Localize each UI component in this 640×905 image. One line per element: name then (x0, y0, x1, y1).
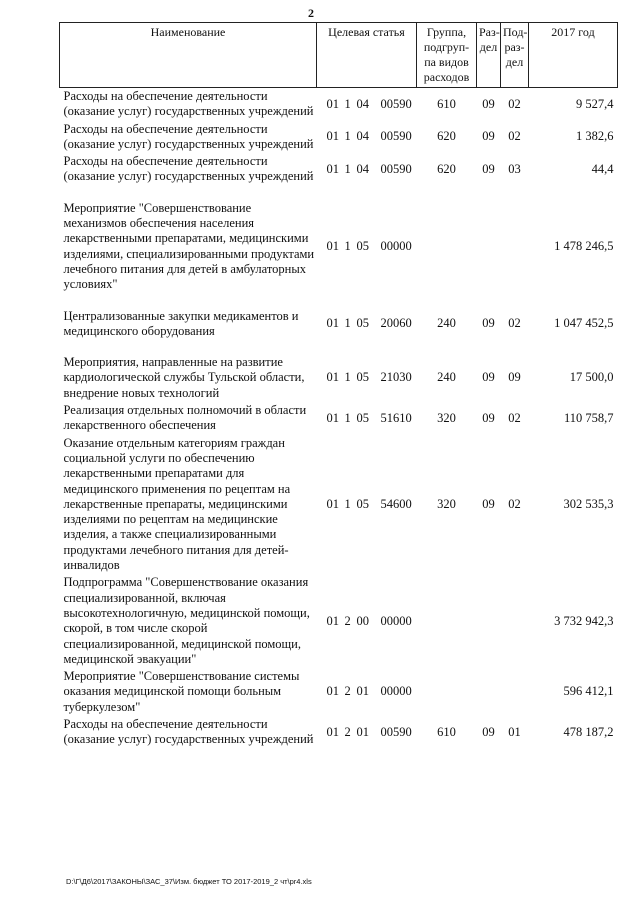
budget-table (59, 22, 618, 749)
ts-subprogram: 1 (344, 410, 351, 425)
row-subsection: 02 (508, 496, 521, 511)
row-target-article (317, 716, 417, 749)
row-target-article (317, 435, 417, 575)
ts-program: 01 (326, 239, 339, 254)
row-subsection: 02 (508, 96, 521, 111)
table-row (60, 354, 618, 402)
row-name: Расходы на обеспечение деятельности (оказание услуг) государственных учреждений (63, 121, 314, 151)
ts-subprogram: 1 (344, 96, 351, 111)
row-section: 09 (482, 370, 495, 385)
col-header-group-line: расходов (423, 70, 470, 84)
ts-event: 04 (356, 161, 369, 176)
row-amount: 1 478 246,5 (554, 239, 614, 254)
ts-program: 01 (326, 129, 339, 144)
col-header-subsection-line: раз- (504, 40, 525, 54)
row-spacer (60, 340, 618, 354)
col-header-group (417, 23, 477, 88)
table-row (60, 402, 618, 435)
ts-event: 05 (356, 316, 369, 331)
row-target-article (317, 308, 417, 341)
row-section: 09 (482, 316, 495, 331)
row-name: Мероприятие "Совершенствование механизмов обеспечения населения лекарственными препаратами, медицинскими изделиями, специализированными продуктами лечебного питания для детей в амбулаторных условиях" (63, 200, 315, 292)
table-row (60, 435, 618, 575)
row-group: 240 (437, 316, 456, 331)
row-group: 320 (437, 496, 456, 511)
ts-direction: 00000 (380, 613, 412, 628)
row-name: Подпрограмма "Совершенствование оказания специализированной, включая высокотехнологичную, медицинской помощи, скорой, в том числе скорой специализированной, медицинской помощи, медицинской эвакуации" (63, 575, 310, 666)
row-target-article (317, 574, 417, 668)
row-target-article (317, 354, 417, 402)
ts-subprogram: 1 (344, 370, 351, 385)
ts-direction: 00590 (380, 129, 412, 144)
ts-subprogram: 2 (344, 724, 351, 739)
row-spacer (60, 186, 618, 200)
ts-event: 00 (356, 613, 369, 628)
row-group: 620 (437, 161, 456, 176)
row-target-article (317, 121, 417, 154)
table-row (60, 668, 618, 716)
row-group: 610 (437, 724, 456, 739)
row-section: 09 (482, 129, 495, 144)
ts-event: 04 (356, 96, 369, 111)
col-header-subsection-line: Под- (503, 25, 528, 39)
ts-direction: 51610 (380, 410, 412, 425)
row-subsection: 02 (508, 129, 521, 144)
ts-event: 05 (356, 370, 369, 385)
row-section: 09 (482, 724, 495, 739)
ts-direction: 00590 (380, 161, 412, 176)
table-row (60, 574, 618, 668)
row-subsection: 03 (508, 161, 521, 176)
row-name: Расходы на обеспечение деятельности (оказание услуг) государственных учреждений (63, 89, 314, 119)
ts-subprogram: 1 (344, 239, 351, 254)
table-row (60, 716, 618, 749)
row-group (417, 668, 477, 716)
row-amount: 44,4 (591, 161, 614, 176)
col-header-subsection-line: дел (505, 55, 524, 69)
table-row (60, 121, 618, 154)
row-name: Расходы на обеспечение деятельности (оказание услуг) государственных учреждений (63, 154, 314, 184)
ts-direction: 00590 (380, 724, 412, 739)
row-subsection: 02 (508, 316, 521, 331)
ts-subprogram: 1 (344, 161, 351, 176)
row-amount: 1 382,6 (576, 129, 614, 144)
row-name: Централизованные закупки медикаментов и медицинского оборудования (63, 308, 299, 338)
table-row (60, 308, 618, 341)
ts-program: 01 (326, 684, 339, 699)
row-subsection (501, 668, 529, 716)
row-group (417, 200, 477, 294)
row-group (417, 574, 477, 668)
col-header-name: Наименование (60, 23, 317, 88)
ts-subprogram: 1 (344, 316, 351, 331)
row-section: 09 (482, 410, 495, 425)
ts-subprogram: 1 (344, 129, 351, 144)
col-header-section (477, 23, 501, 88)
ts-subprogram: 2 (344, 613, 351, 628)
col-header-group-line: Группа, (426, 25, 467, 39)
table-header-row (60, 23, 618, 88)
ts-program: 01 (326, 161, 339, 176)
row-group: 320 (437, 410, 456, 425)
ts-event: 01 (356, 724, 369, 739)
row-target-article (317, 88, 417, 121)
row-amount: 596 412,1 (563, 684, 614, 699)
row-subsection (501, 200, 529, 294)
row-subsection (501, 574, 529, 668)
col-header-subsection (501, 23, 529, 88)
table-row (60, 200, 618, 294)
table-row (60, 153, 618, 186)
ts-subprogram: 2 (344, 684, 351, 699)
ts-event: 05 (356, 496, 369, 511)
row-section: 09 (482, 96, 495, 111)
col-header-group-line: па видов (424, 55, 469, 69)
ts-event: 04 (356, 129, 369, 144)
row-section (477, 574, 501, 668)
col-header-year: 2017 год (529, 23, 618, 88)
ts-event: 05 (356, 410, 369, 425)
table-row (60, 88, 618, 121)
row-name: Мероприятие "Совершенствование системы оказания медицинской помощи больным туберкулезом" (63, 669, 300, 714)
row-target-article (317, 153, 417, 186)
row-subsection: 02 (508, 410, 521, 425)
ts-direction: 20060 (380, 316, 412, 331)
row-amount: 302 535,3 (563, 496, 614, 511)
ts-event: 05 (356, 239, 369, 254)
row-group: 610 (437, 96, 456, 111)
row-amount: 1 047 452,5 (554, 316, 614, 331)
row-name: Оказание отдельным категориям граждан социальной услуги по обеспечению лекарственными препаратами для медицинского применения по рецептам на лекарственные препараты, медицинскими изделиями по рецептам на медицинские изделия, а также специализированными продуктами лечебного питания для детей-инвалидов (63, 435, 291, 573)
row-subsection: 09 (508, 370, 521, 385)
page-number: 2 (308, 6, 314, 20)
row-target-article (317, 668, 417, 716)
file-path-footer: D:\Г\Д6\2017\ЗАКОНЫ\ЗАС_37\Изм. бюджет ТО 2017-2019_2 чт\pr4.xls (66, 877, 312, 886)
row-section: 09 (482, 161, 495, 176)
row-section (477, 668, 501, 716)
col-header-group-line: подгруп- (423, 40, 470, 54)
row-target-article (317, 402, 417, 435)
row-section (477, 200, 501, 294)
row-name: Расходы на обеспечение деятельности (оказание услуг) государственных учреждений (63, 716, 314, 747)
ts-program: 01 (326, 316, 339, 331)
ts-program: 01 (326, 613, 339, 628)
row-amount: 110 758,7 (563, 410, 614, 425)
ts-direction: 00000 (380, 684, 412, 699)
row-spacer (60, 294, 618, 308)
row-subsection: 01 (508, 724, 521, 739)
row-name: Реализация отдельных полномочий в области лекарственного обеспечения (63, 403, 307, 433)
row-amount: 9 527,4 (576, 96, 614, 111)
ts-program: 01 (326, 96, 339, 111)
ts-program: 01 (326, 410, 339, 425)
ts-direction: 54600 (380, 496, 412, 511)
row-section: 09 (482, 496, 495, 511)
row-amount: 17 500,0 (569, 370, 614, 385)
ts-program: 01 (326, 496, 339, 511)
ts-program: 01 (326, 370, 339, 385)
col-header-section-line: дел (479, 40, 498, 54)
row-group: 620 (437, 129, 456, 144)
col-header-section-line: Раз- (479, 25, 500, 39)
ts-program: 01 (326, 724, 339, 739)
ts-direction: 00000 (380, 239, 412, 254)
ts-event: 01 (356, 684, 369, 699)
ts-direction: 00590 (380, 96, 412, 111)
row-amount: 478 187,2 (563, 724, 614, 739)
ts-direction: 21030 (380, 370, 412, 385)
col-header-target: Целевая статья (317, 23, 417, 88)
row-name: Мероприятия, направленные на развитие кардиологической службы Тульской области, внедрение новых технологий (63, 355, 305, 400)
row-target-article (317, 200, 417, 294)
row-group: 240 (437, 370, 456, 385)
row-amount: 3 732 942,3 (554, 613, 614, 628)
ts-subprogram: 1 (344, 496, 351, 511)
